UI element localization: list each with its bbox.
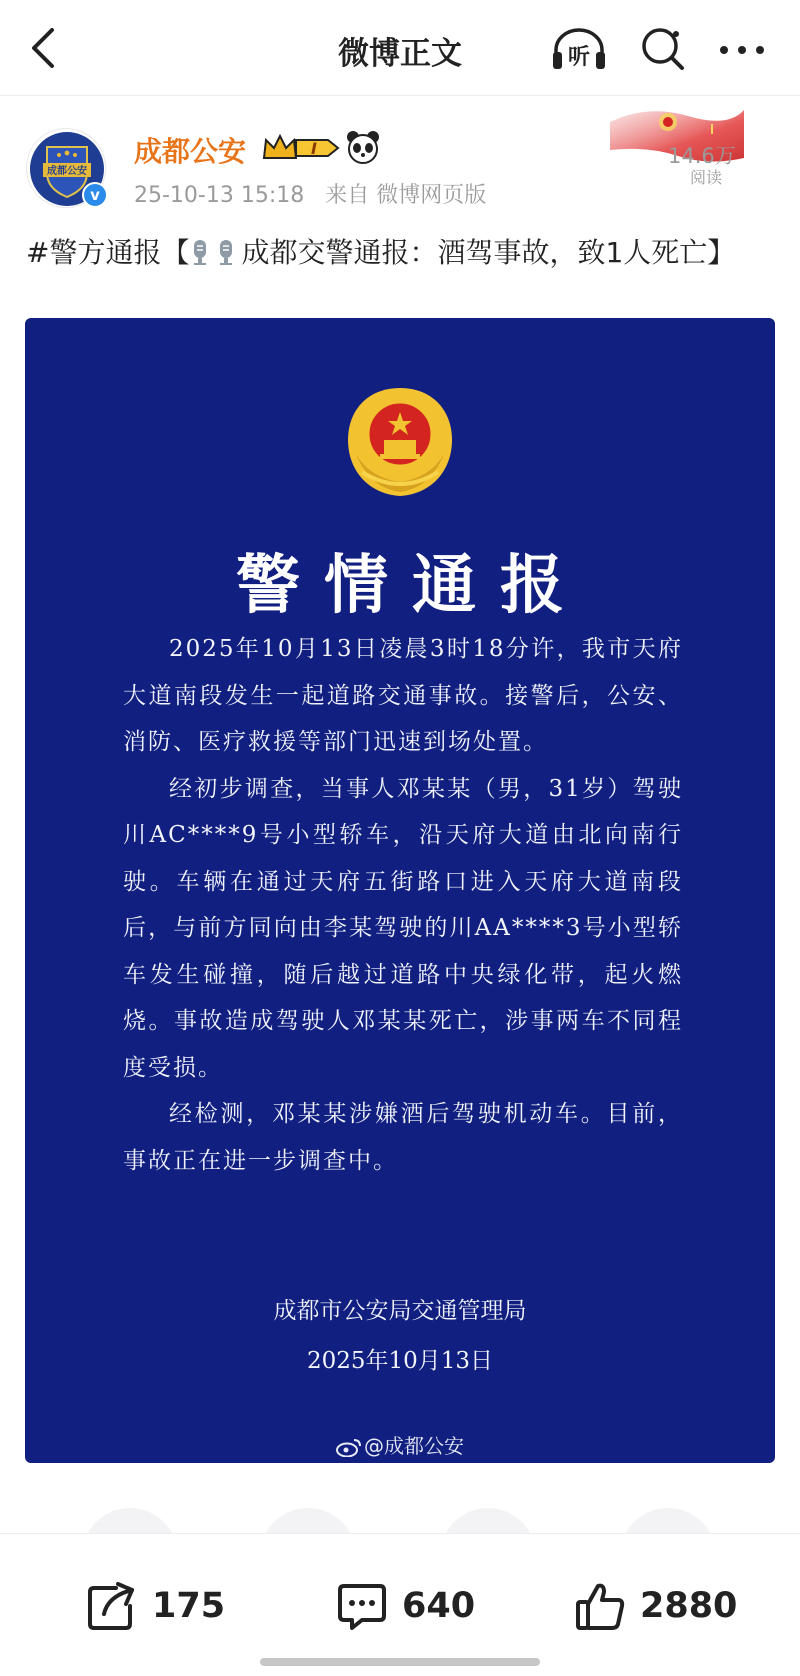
more-dots-icon — [716, 30, 768, 70]
author-name[interactable]: 成都公安 — [134, 135, 247, 168]
weibo-logo-icon — [336, 1437, 362, 1457]
microphone-icon — [215, 238, 237, 266]
post-timestamp: 25-10-13 15:18 — [134, 183, 305, 208]
notice-signature — [25, 1286, 775, 1386]
more-button[interactable] — [716, 30, 768, 70]
post-source: 来自 微博网页版 — [325, 183, 487, 208]
listen-button[interactable] — [550, 24, 608, 74]
comment-icon — [336, 1580, 388, 1632]
read-count: 14.6万 — [668, 144, 736, 168]
thumbs-up-icon — [574, 1580, 626, 1632]
comment-button[interactable] — [336, 1578, 475, 1634]
top-bar — [0, 0, 800, 96]
home-indicator[interactable] — [260, 1658, 540, 1666]
notice-paragraph: 经初步调查，当事人邓某某（男，31岁）驾驶川AC****9号小型轿车，沿天府大道由北向南行驶。车辆在通过天府五街路口进入天府大道南段后，与前方同向由李某驾驶的川AA****3号小型轿车发生碰撞，随后越过道路中央绿化带，起火燃烧。事故造成驾驶人邓某某死亡，涉事两车不同程度受损。 — [123, 775, 683, 1081]
microphone-icon — [189, 238, 211, 266]
watermark-text: @成都公安 — [364, 1434, 464, 1458]
notice-paragraph: 经检测，邓某某涉嫌酒后驾驶机动车。目前，事故正在进一步调查中。 — [123, 1101, 683, 1174]
share-icon — [86, 1580, 138, 1632]
notice-title: 警情通报 — [236, 548, 588, 623]
post-meta — [134, 178, 500, 209]
signature-org: 成都市公安局交通管理局 — [273, 1298, 527, 1324]
repost-button[interactable] — [86, 1578, 225, 1634]
repost-count: 175 — [152, 1586, 226, 1626]
crown-vip-icon — [262, 132, 342, 164]
like-button[interactable] — [574, 1578, 737, 1634]
police-emblem-icon — [340, 384, 460, 500]
post-text-main: 成都交警通报：酒驾事故，致1人死亡】 — [241, 236, 736, 269]
avatar-text: 成都公安 — [47, 166, 87, 177]
post-text-prefix: #警方通报【 — [26, 236, 190, 269]
signature-date: 2025年10月13日 — [306, 1348, 494, 1374]
post-text — [26, 232, 748, 274]
like-count: 2880 — [640, 1586, 738, 1626]
read-label: 阅读 — [690, 168, 723, 187]
search-icon — [638, 24, 688, 74]
page-title: 微博正文 — [338, 36, 462, 72]
notice-paragraph: 2025年10月13日凌晨3时18分许，我市天府大道南段发生一起道路交通事故。接警后，公安、消防、医疗救援等部门迅速到场处置。 — [123, 636, 683, 755]
search-button[interactable] — [638, 24, 688, 74]
listen-label: 听 — [567, 45, 591, 70]
action-bar — [0, 1533, 800, 1676]
comment-count: 640 — [402, 1586, 476, 1626]
panda-icon — [344, 128, 382, 166]
image-watermark — [25, 1430, 775, 1459]
post-image[interactable] — [25, 318, 775, 1463]
vip-level: I — [311, 139, 317, 158]
notice-body — [123, 626, 683, 1184]
vip-badge[interactable] — [262, 132, 342, 164]
verified-badge: v — [82, 182, 108, 208]
headphones-icon — [550, 24, 608, 74]
header-divider — [0, 95, 800, 96]
